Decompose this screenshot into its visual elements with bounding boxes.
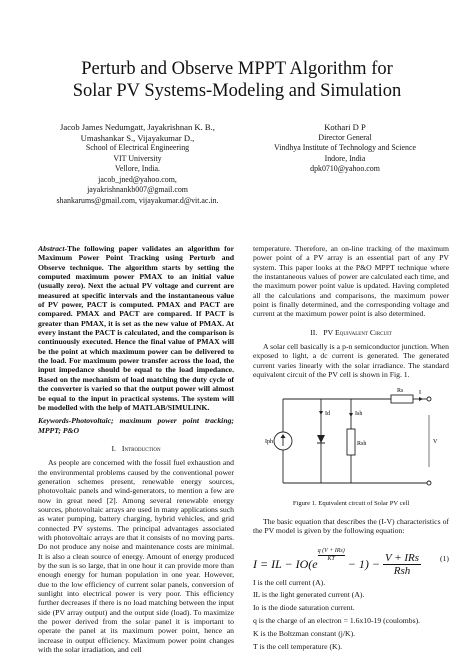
variable-definition: I is the cell current (A). xyxy=(253,577,326,587)
author-department: School of Electrical Engineering xyxy=(85,143,190,152)
equation-body xyxy=(253,548,421,578)
variable-definition: q is the charge of an electron = 1.6x10-19 (coulombs). xyxy=(253,616,421,626)
author-email-2: jayakrishnankb007@gmail.com xyxy=(87,185,188,194)
equation-1 xyxy=(253,540,449,578)
output-current-arrow xyxy=(419,397,423,401)
series-resistor xyxy=(391,395,413,403)
rsh-label: Rsh xyxy=(357,441,367,448)
exponent-numerator: q (V + IRs) xyxy=(317,547,345,554)
variable-definition: Io is the diode saturation current. xyxy=(253,603,355,613)
shunt-resistor xyxy=(347,429,355,455)
author-role: Director General xyxy=(318,132,372,142)
fraction-numerator: V + IRs xyxy=(384,552,420,565)
author-email-3: shankarums@gmail.com, vijayakumar.d@vit.ac.in. xyxy=(56,195,219,205)
right-column xyxy=(253,244,449,655)
iph-label: Iph xyxy=(265,439,273,446)
section-name: Introduction xyxy=(121,443,161,453)
terminal-bottom xyxy=(427,481,431,485)
section-heading-introduction xyxy=(38,444,234,453)
author-city-right: Indore, India xyxy=(324,153,366,163)
section-numeral: I. xyxy=(111,443,116,453)
equation-mid: − 1) − xyxy=(344,556,380,571)
title-line-1: Perturb and Observe MPPT Algorithm for xyxy=(81,59,393,79)
variable-definition: K is the Boltzman constant (j/K). xyxy=(253,629,356,639)
keywords: Keywords-Photovoltaic; maximum power point tracking; MPPT; P&O xyxy=(38,416,234,435)
shunt-current-arrow xyxy=(349,413,353,417)
author-institute: Vindhya Institute of Technology and Science xyxy=(274,143,416,152)
author-block-left xyxy=(30,122,245,206)
figure-caption: Figure 1. Equivalent circuit of Solar PV cell xyxy=(292,500,410,508)
author-names-line-2: Umashankar S., Vijayakumar D., xyxy=(80,132,195,143)
left-column xyxy=(38,244,234,654)
paper-title xyxy=(0,58,474,102)
title-line-2: Solar PV Systems-Modeling and Simulation xyxy=(72,81,402,101)
introduction-text: As people are concerned with the fossil fuel exhaustion and the environmental problems caused by the conventional power generation schemes present, renewable energy sources, photovoltaic panels and wind-generators, to mention a few are now in great need [2]. Among several renewable energy sources, photovoltaic arrays are used in many applications such as water pumping, battery charging, hybrid vehicles, and grid connected PV systems. The principal advantages associated with photovoltaic arrays are that it consists of no moving parts. Do not produce any noise and maintenance costs are minimal. It is also a clean source of energy. Amount of energy produced by the sun is so large, that in one hour it can provide more than enough energy for human population in one year. However, due to the low efficiency of current solar panels, conversion of sunlight into electrical power is very poor. This efficiency further decreases if there is no load matching between the input side (PV array output) and the output side (load). To maximize the power derived from the solar panel it is important to operate the panel at its maximum power point, hence an increase in output efficiency. Maximum power point changes with the solar irradiation, and cell xyxy=(38,458,234,655)
author-university: VIT University xyxy=(113,153,162,163)
abstract-lead: Abstract- xyxy=(38,244,68,253)
equation-intro: The basic equation that describes the (I-V) characteristics of the PV model is given by the following equation: xyxy=(253,516,449,536)
exponent-denominator: KT xyxy=(327,555,335,562)
author-name-right: Kothari D P xyxy=(324,122,366,132)
abstract xyxy=(38,244,234,412)
rs-label: Rs xyxy=(397,388,404,395)
section-name: PV Equivalent Circuit xyxy=(323,327,392,337)
ish-label: Ish xyxy=(355,411,363,418)
section-numeral: II. xyxy=(310,327,318,337)
author-names-line-1: Jacob James Nedumgatt, Jayakrishnan K. B., xyxy=(60,122,215,132)
id-label: Id xyxy=(325,411,330,418)
fraction-denominator: Rsh xyxy=(393,565,411,578)
author-city: Vellore, India. xyxy=(115,164,160,173)
pv-circuit-text: A solar cell basically is a p-n semiconductor junction. When exposed to light, a dc current is generated. The generated current varies linearly with the solar irradiance. The standard equivalent circuit of the PV cell is shown in Fig. 1. xyxy=(253,342,449,380)
terminal-top xyxy=(427,397,431,401)
variable-definition: IL is the light generated current (A). xyxy=(253,590,365,600)
author-block-right xyxy=(245,122,445,175)
variable-definition: T is the cell temperature (K). xyxy=(253,642,343,652)
diode-symbol xyxy=(317,435,325,443)
variable-definitions xyxy=(253,578,449,652)
equation-lhs: I = IL − IO(e xyxy=(253,556,318,571)
equivalent-circuit-figure xyxy=(253,385,449,497)
circuit-diagram xyxy=(253,385,449,497)
author-email-right: dpk0710@yahoo.com xyxy=(310,164,380,173)
i-label: I xyxy=(419,390,421,397)
diode-current-arrow xyxy=(319,411,323,415)
equation-number: (1) xyxy=(440,553,449,563)
section-heading-pv-circuit xyxy=(253,328,449,337)
abstract-text: The following paper validates an algorithm for Maximum Power Point Tracking using Perturb and Observe technique. The algorithm starts by setting the computed maximum power PMAX to an initial value (usually zero). Next the actual PV voltage and current are measured at specific intervals and the instantaneous value of PV power, PACT is computed. PMAX and PACT are compared. PMAX and PACT are compared. If PACT is greater than PMAX, it is set as the new value of PMAX. At every instant the PACT is calculated, and the comparison is continuously executed. Hence the final value of PMAX will be the point at which maximum power can be delivered to the load. For maximum power transfer across the load, the input impedance should be equal to the load impedance. Based on the mechanism of load matching the duty cycle of the converter is varied so that the output power will almost be equal to the input in practical systems. The system will be modelled with the help of MATLAB/SIMULINK. xyxy=(38,244,234,412)
author-email-1: jacob_jned@yahoo.com, xyxy=(98,174,177,184)
v-label: V xyxy=(433,439,438,446)
intro-continuation: temperature. Therefore, an on-line tracking of the maximum power point of a PV array is an essential part of any PV system. This paper looks at the P&O MPPT technique where the instantaneous values of power are calculated each time, and the maximum power point value is updated. Having completed all the calculations and comparisons, the maximum power point is finally determined, and the corresponding voltage and current at the maximum power point is also determined. xyxy=(253,244,449,319)
